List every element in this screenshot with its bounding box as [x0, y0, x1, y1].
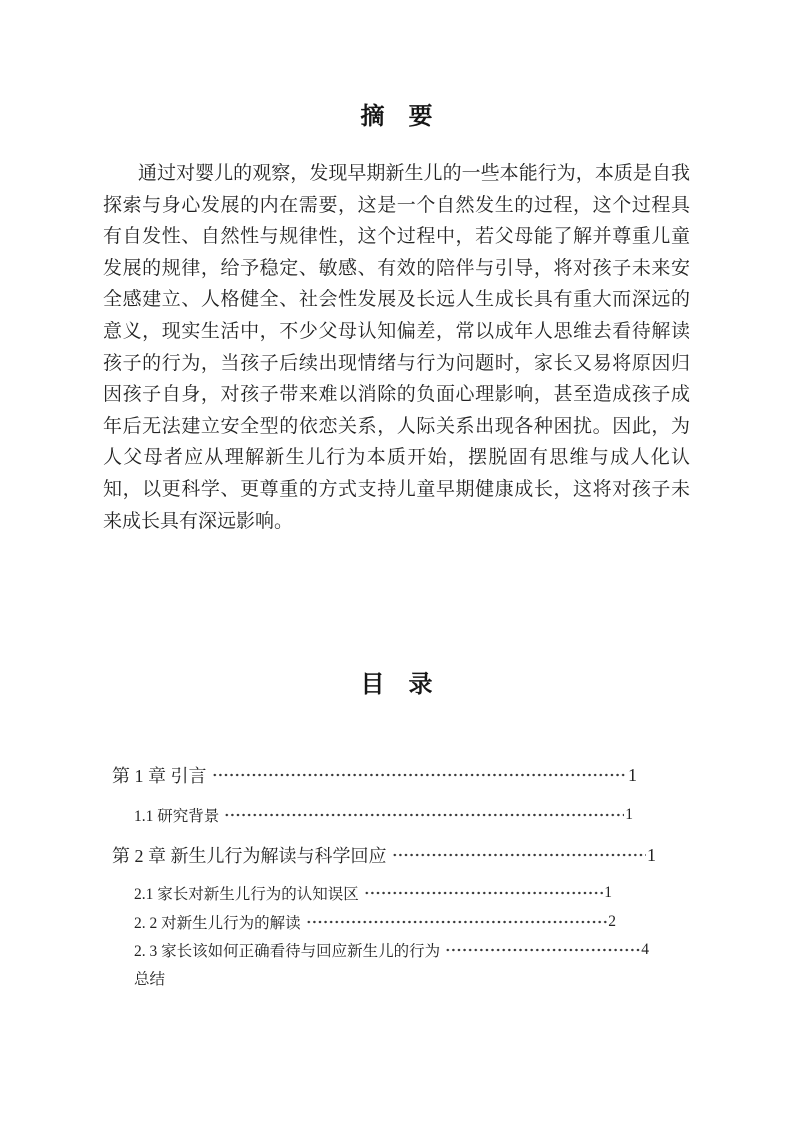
abstract-paragraph: 通过对婴儿的观察，发现早期新生儿的一些本能行为，本质是自我探索与身心发展的内在需要，这是一个自然发生的过程，这个过程具有自发性、自然性与规律性，这个过程中，若父母能了解并尊重儿童发展的规律，给予稳定、敏感、有效的陪伴与引导，将对孩子未来安全感建立、人格健全、社会性发展及长远人生成长具有重大而深远的意义，现实生活中，不少父母认知偏差，常以成年人思维去看待解读孩子的行为，当孩子后续出现情绪与行为问题时，家长又易将原因归因孩子自身，对孩子带来难以消除的负面心理影响，甚至造成孩子成年后无法建立安全型的依恋关系，人际关系出现各种困扰。因此，为人父母者应从理解新生儿行为本质开始，摆脱固有思维与成人化认知，以更科学、更尊重的方式支持儿童早期健康成长，这将对孩子未来成长具有深远影响。	[103, 163, 690, 532]
abstract-title: 摘 要	[360, 104, 433, 130]
toc-title: 目 录	[360, 672, 433, 698]
dot-leader	[445, 939, 640, 961]
toc-entry-label: 1.1 研究背景	[134, 808, 220, 825]
toc-page-number: 1	[628, 764, 637, 785]
toc-entry-2-1	[134, 882, 612, 904]
dot-leader	[212, 762, 628, 788]
toc-page-number: 2	[608, 913, 616, 930]
toc-entry-2-3	[134, 939, 649, 961]
toc-entry-label: 第 2 章 新生儿行为解读与科学回应	[112, 846, 387, 866]
toc-entry-label: 2. 3 家长该如何正确看待与回应新生儿的行为	[134, 943, 441, 960]
toc-page-number: 1	[604, 884, 612, 901]
dot-leader	[224, 804, 624, 826]
toc-entry-label: 总结	[134, 971, 166, 988]
toc-entry-label: 2. 2 对新生儿行为的解读	[134, 915, 301, 932]
dot-leader	[392, 842, 647, 868]
toc-entry-chapter-2	[112, 842, 656, 868]
dot-leader	[364, 882, 603, 904]
toc-entry-2-2	[134, 911, 616, 933]
toc-entry-label: 2.1 家长对新生儿行为的认知误区	[134, 886, 359, 903]
toc-entry-label: 第 1 章 引言	[112, 766, 207, 786]
toc-entry-chapter-1	[112, 762, 637, 788]
toc-entry-summary	[134, 967, 649, 989]
toc-page-number: 1	[647, 844, 656, 865]
toc-page-number: 4	[641, 941, 649, 958]
toc-entry-1-1	[134, 804, 633, 826]
dot-leader	[306, 911, 608, 933]
toc-page-number: 1	[625, 806, 633, 823]
